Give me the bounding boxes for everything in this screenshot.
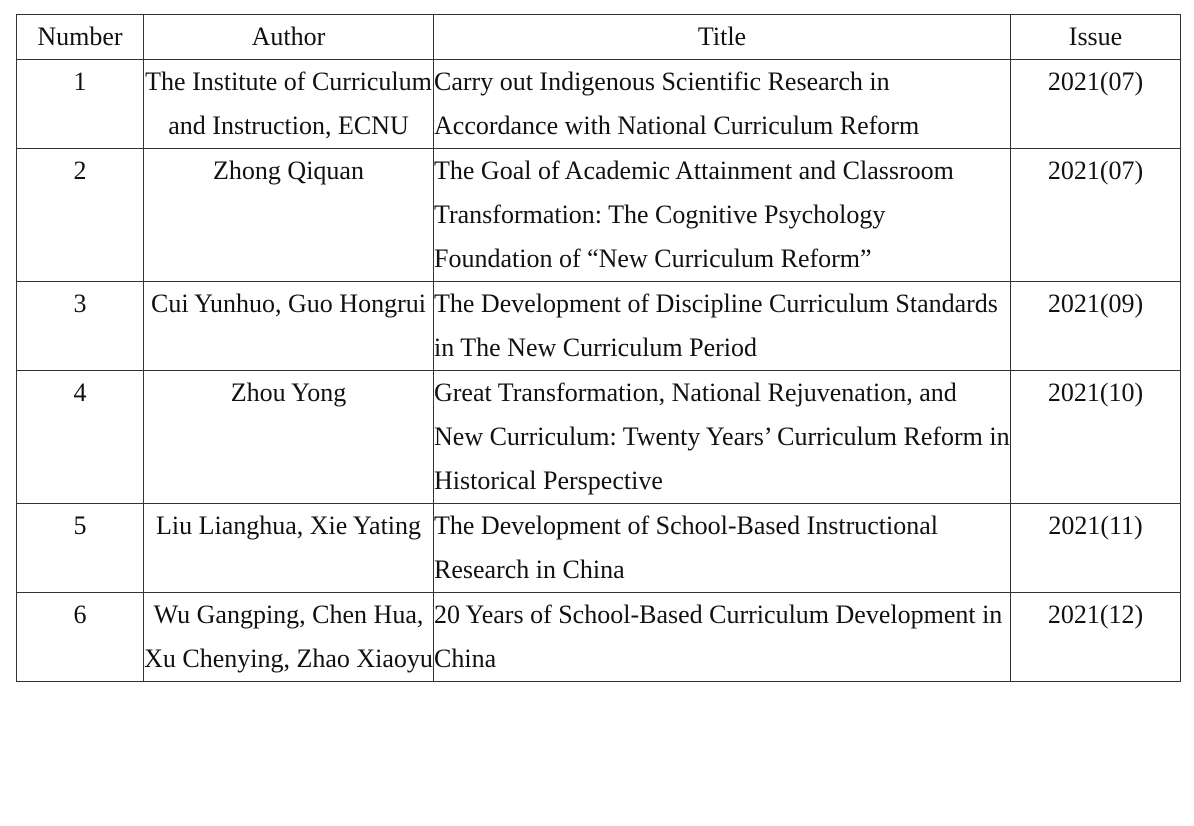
table-row <box>17 371 1181 504</box>
header-issue: Issue <box>1011 15 1181 60</box>
cell-issue: 2021(07) <box>1011 60 1181 149</box>
publications-table <box>16 14 1181 682</box>
table-body <box>17 60 1181 682</box>
table-header <box>17 15 1181 60</box>
cell-title: 20 Years of School-Based Curriculum Development in China <box>434 593 1011 682</box>
cell-number: 2 <box>17 149 144 282</box>
cell-author: Zhong Qiquan <box>144 149 434 282</box>
header-title: Title <box>434 15 1011 60</box>
cell-number: 6 <box>17 593 144 682</box>
cell-author: Liu Lianghua, Xie Yating <box>144 504 434 593</box>
cell-number: 1 <box>17 60 144 149</box>
cell-number: 4 <box>17 371 144 504</box>
cell-number: 3 <box>17 282 144 371</box>
cell-title: The Development of School-Based Instructional Research in China <box>434 504 1011 593</box>
table-row <box>17 60 1181 149</box>
table-row <box>17 504 1181 593</box>
table-row <box>17 593 1181 682</box>
cell-author: Cui Yunhuo, Guo Hongrui <box>144 282 434 371</box>
cell-issue: 2021(12) <box>1011 593 1181 682</box>
cell-issue: 2021(10) <box>1011 371 1181 504</box>
cell-author: Zhou Yong <box>144 371 434 504</box>
cell-issue: 2021(09) <box>1011 282 1181 371</box>
cell-author: Wu Gangping, Chen Hua, Xu Chenying, Zhao Xiaoyu <box>144 593 434 682</box>
cell-title: The Goal of Academic Attainment and Classroom Transformation: The Cognitive Psychology Foundation of “New Curriculum Reform” <box>434 149 1011 282</box>
cell-title: Great Transformation, National Rejuvenation, and New Curriculum: Twenty Years’ Curriculum Reform in Historical Perspective <box>434 371 1011 504</box>
cell-title: Carry out Indigenous Scientific Research in Accordance with National Curriculum Reform <box>434 60 1011 149</box>
cell-title: The Development of Discipline Curriculum Standards in The New Curriculum Period <box>434 282 1011 371</box>
cell-issue: 2021(11) <box>1011 504 1181 593</box>
table-row <box>17 149 1181 282</box>
table-row <box>17 282 1181 371</box>
cell-number: 5 <box>17 504 144 593</box>
header-number: Number <box>17 15 144 60</box>
header-author: Author <box>144 15 434 60</box>
cell-issue: 2021(07) <box>1011 149 1181 282</box>
header-row <box>17 15 1181 60</box>
cell-author: The Institute of Curriculum and Instruction, ECNU <box>144 60 434 149</box>
